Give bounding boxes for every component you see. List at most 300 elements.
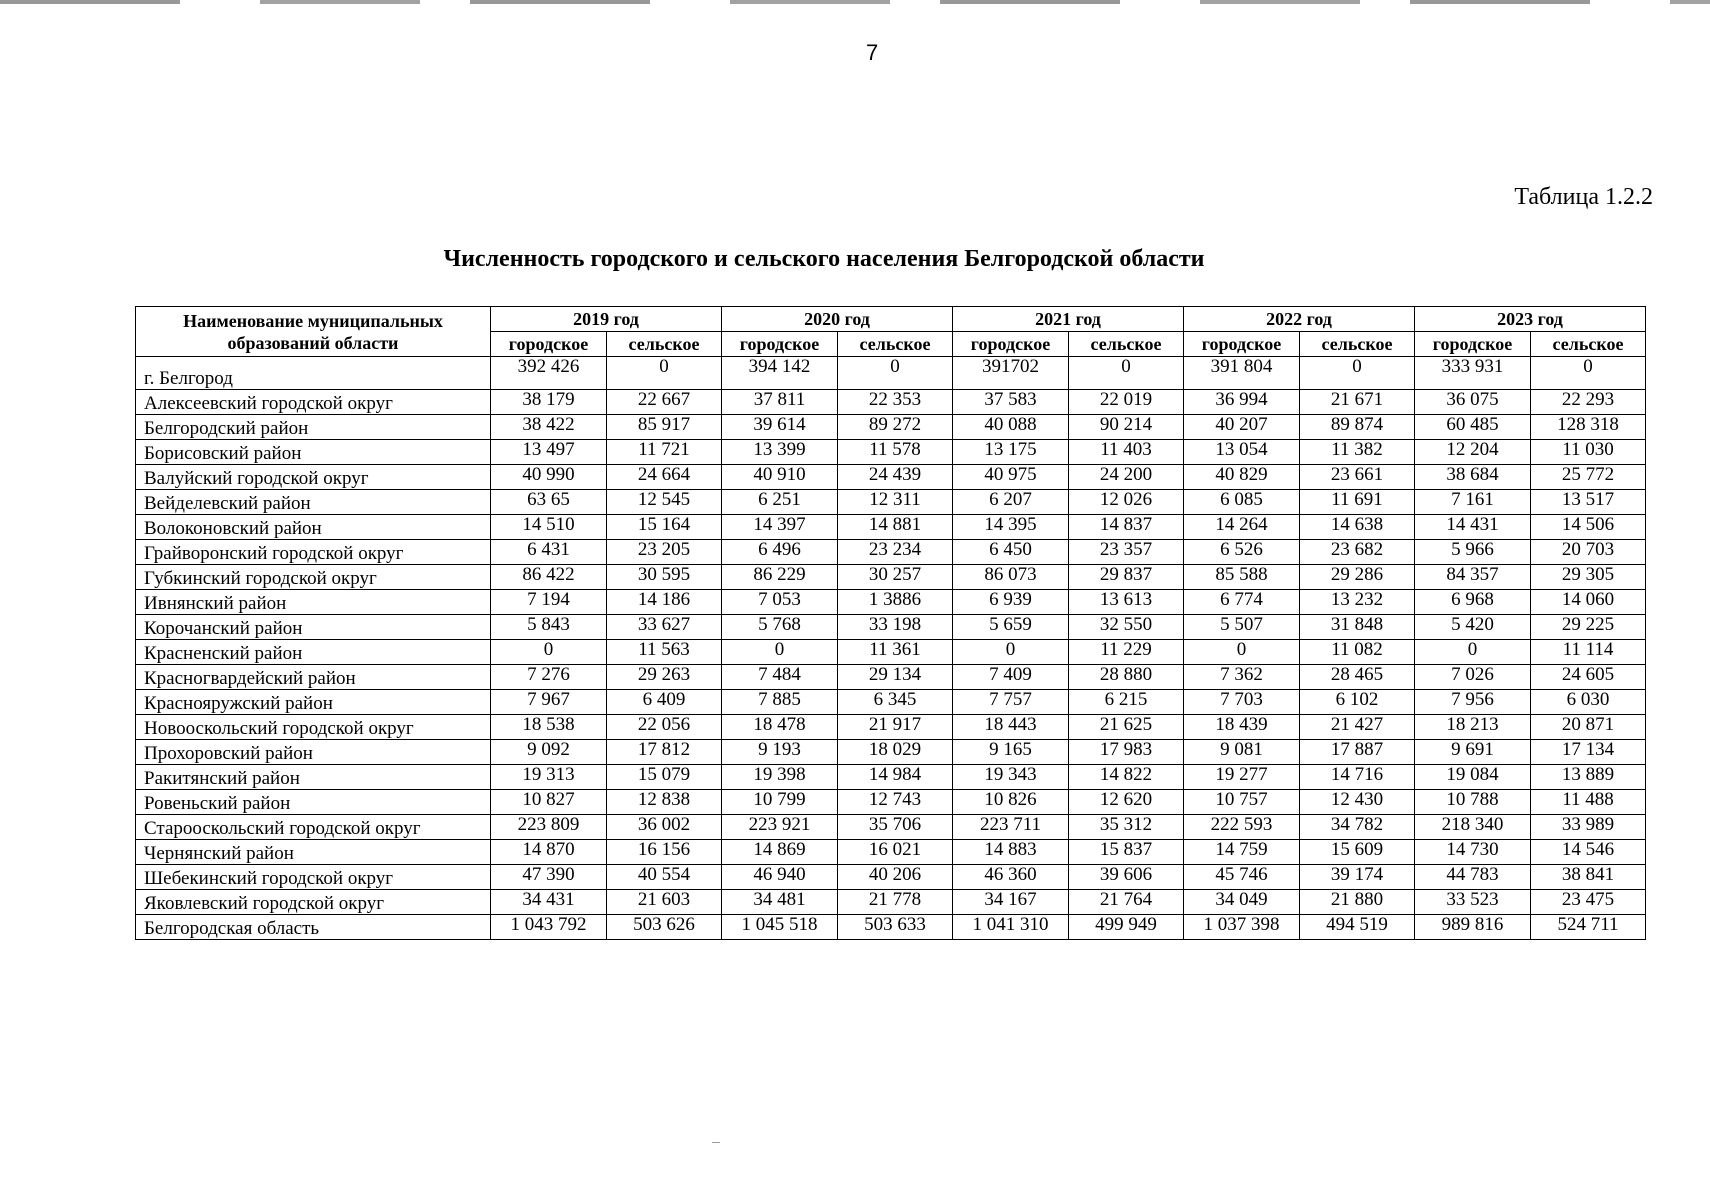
- urban-population-cell: 333 931: [1415, 357, 1531, 390]
- urban-population-cell: 14 730: [1415, 840, 1531, 865]
- urban-population-cell: 6 207: [953, 490, 1069, 515]
- rural-population-cell: 494 519: [1300, 915, 1415, 940]
- rural-population-cell: 20 871: [1531, 715, 1646, 740]
- rural-population-cell: 24 605: [1531, 665, 1646, 690]
- urban-population-cell: 47 390: [491, 865, 607, 890]
- urban-population-cell: 39 614: [722, 415, 838, 440]
- rural-population-cell: 21 880: [1300, 890, 1415, 915]
- rural-population-cell: 11 578: [838, 440, 953, 465]
- municipality-name: Шебекинский городской округ: [136, 865, 491, 890]
- rural-population-cell: 28 880: [1069, 665, 1184, 690]
- municipality-name: Красногвардейский район: [136, 665, 491, 690]
- municipality-name: Ровеньский район: [136, 790, 491, 815]
- rural-population-cell: 33 198: [838, 615, 953, 640]
- urban-population-cell: 1 045 518: [722, 915, 838, 940]
- urban-population-cell: 0: [1415, 640, 1531, 665]
- rural-population-cell: 34 782: [1300, 815, 1415, 840]
- urban-population-cell: 7 484: [722, 665, 838, 690]
- header-year-2020: 2020 год: [722, 307, 953, 332]
- urban-population-cell: 223 809: [491, 815, 607, 840]
- municipality-name: Грайворонский городской округ: [136, 540, 491, 565]
- municipality-name: Волоконовский район: [136, 515, 491, 540]
- table-label: Таблица 1.2.2: [1514, 184, 1653, 210]
- urban-population-cell: 14 510: [491, 515, 607, 540]
- urban-population-cell: 34 167: [953, 890, 1069, 915]
- urban-population-cell: 14 883: [953, 840, 1069, 865]
- municipality-name: Прохоровский район: [136, 740, 491, 765]
- urban-population-cell: 7 362: [1184, 665, 1300, 690]
- population-table: [135, 306, 1646, 940]
- rural-population-cell: 22 293: [1531, 390, 1646, 415]
- urban-population-cell: 60 485: [1415, 415, 1531, 440]
- rural-population-cell: 0: [838, 357, 953, 390]
- header-row-years: [136, 307, 1646, 332]
- urban-population-cell: 36 075: [1415, 390, 1531, 415]
- municipality-name: Старооскольский городской округ: [136, 815, 491, 840]
- urban-population-cell: 7 956: [1415, 690, 1531, 715]
- scan-mark: [712, 1142, 720, 1143]
- rural-population-cell: 12 430: [1300, 790, 1415, 815]
- rural-population-cell: 22 056: [607, 715, 722, 740]
- table-row: [136, 440, 1646, 465]
- table-row: [136, 815, 1646, 840]
- urban-population-cell: 19 343: [953, 765, 1069, 790]
- urban-population-cell: 14 870: [491, 840, 607, 865]
- urban-population-cell: 36 994: [1184, 390, 1300, 415]
- table-row: [136, 465, 1646, 490]
- urban-population-cell: 40 829: [1184, 465, 1300, 490]
- municipality-name: Белгородская область: [136, 915, 491, 940]
- rural-population-cell: 13 517: [1531, 490, 1646, 515]
- urban-population-cell: 6 496: [722, 540, 838, 565]
- rural-population-cell: 14 822: [1069, 765, 1184, 790]
- rural-population-cell: 503 633: [838, 915, 953, 940]
- urban-population-cell: 10 826: [953, 790, 1069, 815]
- rural-population-cell: 14 060: [1531, 590, 1646, 615]
- urban-population-cell: 86 073: [953, 565, 1069, 590]
- rural-population-cell: 11 721: [607, 440, 722, 465]
- rural-population-cell: 23 205: [607, 540, 722, 565]
- urban-population-cell: 6 085: [1184, 490, 1300, 515]
- header-rural: сельское: [838, 332, 953, 357]
- urban-population-cell: 7 967: [491, 690, 607, 715]
- urban-population-cell: 7 053: [722, 590, 838, 615]
- rural-population-cell: 6 102: [1300, 690, 1415, 715]
- rural-population-cell: 38 841: [1531, 865, 1646, 890]
- rural-population-cell: 0: [1531, 357, 1646, 390]
- table-row: [136, 840, 1646, 865]
- table-row: [136, 540, 1646, 565]
- rural-population-cell: 14 716: [1300, 765, 1415, 790]
- rural-population-cell: 0: [607, 357, 722, 390]
- urban-population-cell: 6 526: [1184, 540, 1300, 565]
- rural-population-cell: 6 215: [1069, 690, 1184, 715]
- urban-population-cell: 0: [722, 640, 838, 665]
- urban-population-cell: 37 811: [722, 390, 838, 415]
- rural-population-cell: 13 232: [1300, 590, 1415, 615]
- municipality-name: Чернянский район: [136, 840, 491, 865]
- rural-population-cell: 12 743: [838, 790, 953, 815]
- urban-population-cell: 86 229: [722, 565, 838, 590]
- urban-population-cell: 0: [953, 640, 1069, 665]
- urban-population-cell: 10 799: [722, 790, 838, 815]
- header-rural: сельское: [1069, 332, 1184, 357]
- rural-population-cell: 21 427: [1300, 715, 1415, 740]
- municipality-name: Краснояружский район: [136, 690, 491, 715]
- table-header: [136, 307, 1646, 357]
- urban-population-cell: 13 175: [953, 440, 1069, 465]
- rural-population-cell: 24 664: [607, 465, 722, 490]
- rural-population-cell: 24 200: [1069, 465, 1184, 490]
- urban-population-cell: 40 910: [722, 465, 838, 490]
- rural-population-cell: 15 164: [607, 515, 722, 540]
- municipality-name: Борисовский район: [136, 440, 491, 465]
- rural-population-cell: 524 711: [1531, 915, 1646, 940]
- rural-population-cell: 28 465: [1300, 665, 1415, 690]
- rural-population-cell: 499 949: [1069, 915, 1184, 940]
- urban-population-cell: 44 783: [1415, 865, 1531, 890]
- urban-population-cell: 6 774: [1184, 590, 1300, 615]
- rural-population-cell: 11 488: [1531, 790, 1646, 815]
- urban-population-cell: 85 588: [1184, 565, 1300, 590]
- rural-population-cell: 17 134: [1531, 740, 1646, 765]
- urban-population-cell: 13 399: [722, 440, 838, 465]
- urban-population-cell: 7 885: [722, 690, 838, 715]
- rural-population-cell: 21 603: [607, 890, 722, 915]
- rural-population-cell: 12 838: [607, 790, 722, 815]
- rural-population-cell: 11 563: [607, 640, 722, 665]
- rural-population-cell: 12 620: [1069, 790, 1184, 815]
- rural-population-cell: 14 881: [838, 515, 953, 540]
- urban-population-cell: 5 843: [491, 615, 607, 640]
- urban-population-cell: 5 420: [1415, 615, 1531, 640]
- urban-population-cell: 7 276: [491, 665, 607, 690]
- urban-population-cell: 38 179: [491, 390, 607, 415]
- header-year-2022: 2022 год: [1184, 307, 1415, 332]
- table-row: [136, 740, 1646, 765]
- urban-population-cell: 18 213: [1415, 715, 1531, 740]
- municipality-name: Вейделевский район: [136, 490, 491, 515]
- table-row: [136, 890, 1646, 915]
- rural-population-cell: 17 812: [607, 740, 722, 765]
- rural-population-cell: 33 627: [607, 615, 722, 640]
- table-row: [136, 640, 1646, 665]
- rural-population-cell: 128 318: [1531, 415, 1646, 440]
- urban-population-cell: 84 357: [1415, 565, 1531, 590]
- table-row: [136, 490, 1646, 515]
- urban-population-cell: 223 921: [722, 815, 838, 840]
- urban-population-cell: 38 422: [491, 415, 607, 440]
- urban-population-cell: 40 975: [953, 465, 1069, 490]
- rural-population-cell: 23 234: [838, 540, 953, 565]
- urban-population-cell: 222 593: [1184, 815, 1300, 840]
- urban-population-cell: 34 049: [1184, 890, 1300, 915]
- rural-population-cell: 11 403: [1069, 440, 1184, 465]
- rural-population-cell: 0: [1300, 357, 1415, 390]
- rural-population-cell: 23 357: [1069, 540, 1184, 565]
- table-row: [136, 565, 1646, 590]
- table-row: [136, 715, 1646, 740]
- urban-population-cell: 13 497: [491, 440, 607, 465]
- rural-population-cell: 14 546: [1531, 840, 1646, 865]
- rural-population-cell: 23 661: [1300, 465, 1415, 490]
- urban-population-cell: 9 165: [953, 740, 1069, 765]
- rural-population-cell: 6 409: [607, 690, 722, 715]
- urban-population-cell: 14 395: [953, 515, 1069, 540]
- rural-population-cell: 14 506: [1531, 515, 1646, 540]
- rural-population-cell: 21 764: [1069, 890, 1184, 915]
- rural-population-cell: 21 671: [1300, 390, 1415, 415]
- urban-population-cell: 46 360: [953, 865, 1069, 890]
- rural-population-cell: 0: [1069, 357, 1184, 390]
- urban-population-cell: 40 088: [953, 415, 1069, 440]
- urban-population-cell: 45 746: [1184, 865, 1300, 890]
- header-rural: сельское: [607, 332, 722, 357]
- header-urban: городское: [722, 332, 838, 357]
- table-row: [136, 515, 1646, 540]
- rural-population-cell: 29 263: [607, 665, 722, 690]
- header-rural: сельское: [1531, 332, 1646, 357]
- table-row: [136, 765, 1646, 790]
- rural-population-cell: 11 229: [1069, 640, 1184, 665]
- rural-population-cell: 29 134: [838, 665, 953, 690]
- rural-population-cell: 25 772: [1531, 465, 1646, 490]
- urban-population-cell: 33 523: [1415, 890, 1531, 915]
- rural-population-cell: 15 837: [1069, 840, 1184, 865]
- urban-population-cell: 19 277: [1184, 765, 1300, 790]
- urban-population-cell: 7 757: [953, 690, 1069, 715]
- urban-population-cell: 9 092: [491, 740, 607, 765]
- rural-population-cell: 14 984: [838, 765, 953, 790]
- urban-population-cell: 5 768: [722, 615, 838, 640]
- rural-population-cell: 6 345: [838, 690, 953, 715]
- urban-population-cell: 18 443: [953, 715, 1069, 740]
- rural-population-cell: 14 638: [1300, 515, 1415, 540]
- rural-population-cell: 22 667: [607, 390, 722, 415]
- rural-population-cell: 35 312: [1069, 815, 1184, 840]
- rural-population-cell: 32 550: [1069, 615, 1184, 640]
- rural-population-cell: 11 691: [1300, 490, 1415, 515]
- table-row: [136, 790, 1646, 815]
- urban-population-cell: 19 313: [491, 765, 607, 790]
- urban-population-cell: 38 684: [1415, 465, 1531, 490]
- urban-population-cell: 9 081: [1184, 740, 1300, 765]
- urban-population-cell: 5 507: [1184, 615, 1300, 640]
- urban-population-cell: 34 431: [491, 890, 607, 915]
- rural-population-cell: 6 030: [1531, 690, 1646, 715]
- urban-population-cell: 7 161: [1415, 490, 1531, 515]
- urban-population-cell: 14 759: [1184, 840, 1300, 865]
- urban-population-cell: 7 026: [1415, 665, 1531, 690]
- urban-population-cell: 6 431: [491, 540, 607, 565]
- rural-population-cell: 21 778: [838, 890, 953, 915]
- rural-population-cell: 85 917: [607, 415, 722, 440]
- rural-population-cell: 15 609: [1300, 840, 1415, 865]
- urban-population-cell: 0: [491, 640, 607, 665]
- header-year-2023: 2023 год: [1415, 307, 1646, 332]
- rural-population-cell: 11 382: [1300, 440, 1415, 465]
- urban-population-cell: 19 398: [722, 765, 838, 790]
- urban-population-cell: 40 990: [491, 465, 607, 490]
- rural-population-cell: 29 837: [1069, 565, 1184, 590]
- rural-population-cell: 31 848: [1300, 615, 1415, 640]
- municipality-name: Красненский район: [136, 640, 491, 665]
- rural-population-cell: 11 030: [1531, 440, 1646, 465]
- rural-population-cell: 22 353: [838, 390, 953, 415]
- header-urban: городское: [953, 332, 1069, 357]
- urban-population-cell: 0: [1184, 640, 1300, 665]
- rural-population-cell: 16 156: [607, 840, 722, 865]
- rural-population-cell: 30 257: [838, 565, 953, 590]
- urban-population-cell: 63 65: [491, 490, 607, 515]
- rural-population-cell: 13 889: [1531, 765, 1646, 790]
- table-row: [136, 915, 1646, 940]
- urban-population-cell: 392 426: [491, 357, 607, 390]
- rural-population-cell: 12 545: [607, 490, 722, 515]
- rural-population-cell: 18 029: [838, 740, 953, 765]
- header-urban: городское: [1415, 332, 1531, 357]
- urban-population-cell: 18 478: [722, 715, 838, 740]
- urban-population-cell: 6 450: [953, 540, 1069, 565]
- urban-population-cell: 14 869: [722, 840, 838, 865]
- header-year-2021: 2021 год: [953, 307, 1184, 332]
- header-rural: сельское: [1300, 332, 1415, 357]
- urban-population-cell: 1 041 310: [953, 915, 1069, 940]
- urban-population-cell: 5 659: [953, 615, 1069, 640]
- urban-population-cell: 10 757: [1184, 790, 1300, 815]
- urban-population-cell: 1 043 792: [491, 915, 607, 940]
- urban-population-cell: 6 968: [1415, 590, 1531, 615]
- rural-population-cell: 30 595: [607, 565, 722, 590]
- municipality-name: Яковлевский городской округ: [136, 890, 491, 915]
- urban-population-cell: 40 207: [1184, 415, 1300, 440]
- urban-population-cell: 1 037 398: [1184, 915, 1300, 940]
- header-name-column: Наименование муниципальных образований области: [136, 307, 491, 357]
- rural-population-cell: 35 706: [838, 815, 953, 840]
- urban-population-cell: 12 204: [1415, 440, 1531, 465]
- rural-population-cell: 11 114: [1531, 640, 1646, 665]
- urban-population-cell: 14 431: [1415, 515, 1531, 540]
- rural-population-cell: 24 439: [838, 465, 953, 490]
- urban-population-cell: 223 711: [953, 815, 1069, 840]
- rural-population-cell: 12 311: [838, 490, 953, 515]
- rural-population-cell: 29 225: [1531, 615, 1646, 640]
- municipality-name: г. Белгород: [136, 357, 491, 390]
- table-row: [136, 615, 1646, 640]
- header-year-2019: 2019 год: [491, 307, 722, 332]
- urban-population-cell: 391 804: [1184, 357, 1300, 390]
- urban-population-cell: 394 142: [722, 357, 838, 390]
- urban-population-cell: 46 940: [722, 865, 838, 890]
- rural-population-cell: 20 703: [1531, 540, 1646, 565]
- urban-population-cell: 86 422: [491, 565, 607, 590]
- rural-population-cell: 17 983: [1069, 740, 1184, 765]
- rural-population-cell: 503 626: [607, 915, 722, 940]
- rural-population-cell: 33 989: [1531, 815, 1646, 840]
- urban-population-cell: 218 340: [1415, 815, 1531, 840]
- urban-population-cell: 10 788: [1415, 790, 1531, 815]
- rural-population-cell: 29 305: [1531, 565, 1646, 590]
- municipality-name: Валуйский городской округ: [136, 465, 491, 490]
- urban-population-cell: 37 583: [953, 390, 1069, 415]
- header-urban: городское: [1184, 332, 1300, 357]
- rural-population-cell: 90 214: [1069, 415, 1184, 440]
- header-urban: городское: [491, 332, 607, 357]
- rural-population-cell: 21 625: [1069, 715, 1184, 740]
- rural-population-cell: 22 019: [1069, 390, 1184, 415]
- urban-population-cell: 7 409: [953, 665, 1069, 690]
- rural-population-cell: 23 475: [1531, 890, 1646, 915]
- rural-population-cell: 21 917: [838, 715, 953, 740]
- urban-population-cell: 6 251: [722, 490, 838, 515]
- rural-population-cell: 11 361: [838, 640, 953, 665]
- rural-population-cell: 29 286: [1300, 565, 1415, 590]
- rural-population-cell: 1 3886: [838, 590, 953, 615]
- urban-population-cell: 391702: [953, 357, 1069, 390]
- document-title: Численность городского и сельского населения Белгородской области: [443, 246, 1205, 272]
- table-row: [136, 865, 1646, 890]
- table-row: [136, 690, 1646, 715]
- table-row: [136, 590, 1646, 615]
- table-row: [136, 390, 1646, 415]
- scan-top-edge: [0, 0, 1710, 4]
- rural-population-cell: 14 837: [1069, 515, 1184, 540]
- rural-population-cell: 11 082: [1300, 640, 1415, 665]
- rural-population-cell: 89 272: [838, 415, 953, 440]
- rural-population-cell: 39 174: [1300, 865, 1415, 890]
- rural-population-cell: 23 682: [1300, 540, 1415, 565]
- rural-population-cell: 40 554: [607, 865, 722, 890]
- urban-population-cell: 14 397: [722, 515, 838, 540]
- rural-population-cell: 16 021: [838, 840, 953, 865]
- municipality-name: Корочанский район: [136, 615, 491, 640]
- urban-population-cell: 9 691: [1415, 740, 1531, 765]
- table-body: [136, 357, 1646, 940]
- urban-population-cell: 34 481: [722, 890, 838, 915]
- urban-population-cell: 7 703: [1184, 690, 1300, 715]
- rural-population-cell: 89 874: [1300, 415, 1415, 440]
- urban-population-cell: 19 084: [1415, 765, 1531, 790]
- urban-population-cell: 6 939: [953, 590, 1069, 615]
- urban-population-cell: 9 193: [722, 740, 838, 765]
- rural-population-cell: 13 613: [1069, 590, 1184, 615]
- rural-population-cell: 17 887: [1300, 740, 1415, 765]
- urban-population-cell: 989 816: [1415, 915, 1531, 940]
- municipality-name: Белгородский район: [136, 415, 491, 440]
- municipality-name: Ракитянский район: [136, 765, 491, 790]
- rural-population-cell: 39 606: [1069, 865, 1184, 890]
- municipality-name: Губкинский городской округ: [136, 565, 491, 590]
- urban-population-cell: 5 966: [1415, 540, 1531, 565]
- municipality-name: Ивнянский район: [136, 590, 491, 615]
- table-row: [136, 665, 1646, 690]
- municipality-name: Новооскольский городской округ: [136, 715, 491, 740]
- rural-population-cell: 14 186: [607, 590, 722, 615]
- urban-population-cell: 13 054: [1184, 440, 1300, 465]
- municipality-name: Алексеевский городской округ: [136, 390, 491, 415]
- urban-population-cell: 10 827: [491, 790, 607, 815]
- urban-population-cell: 7 194: [491, 590, 607, 615]
- page-number: 7: [866, 40, 879, 65]
- table-row: [136, 415, 1646, 440]
- urban-population-cell: 18 538: [491, 715, 607, 740]
- table-row: [136, 357, 1646, 390]
- urban-population-cell: 14 264: [1184, 515, 1300, 540]
- rural-population-cell: 36 002: [607, 815, 722, 840]
- rural-population-cell: 15 079: [607, 765, 722, 790]
- rural-population-cell: 40 206: [838, 865, 953, 890]
- rural-population-cell: 12 026: [1069, 490, 1184, 515]
